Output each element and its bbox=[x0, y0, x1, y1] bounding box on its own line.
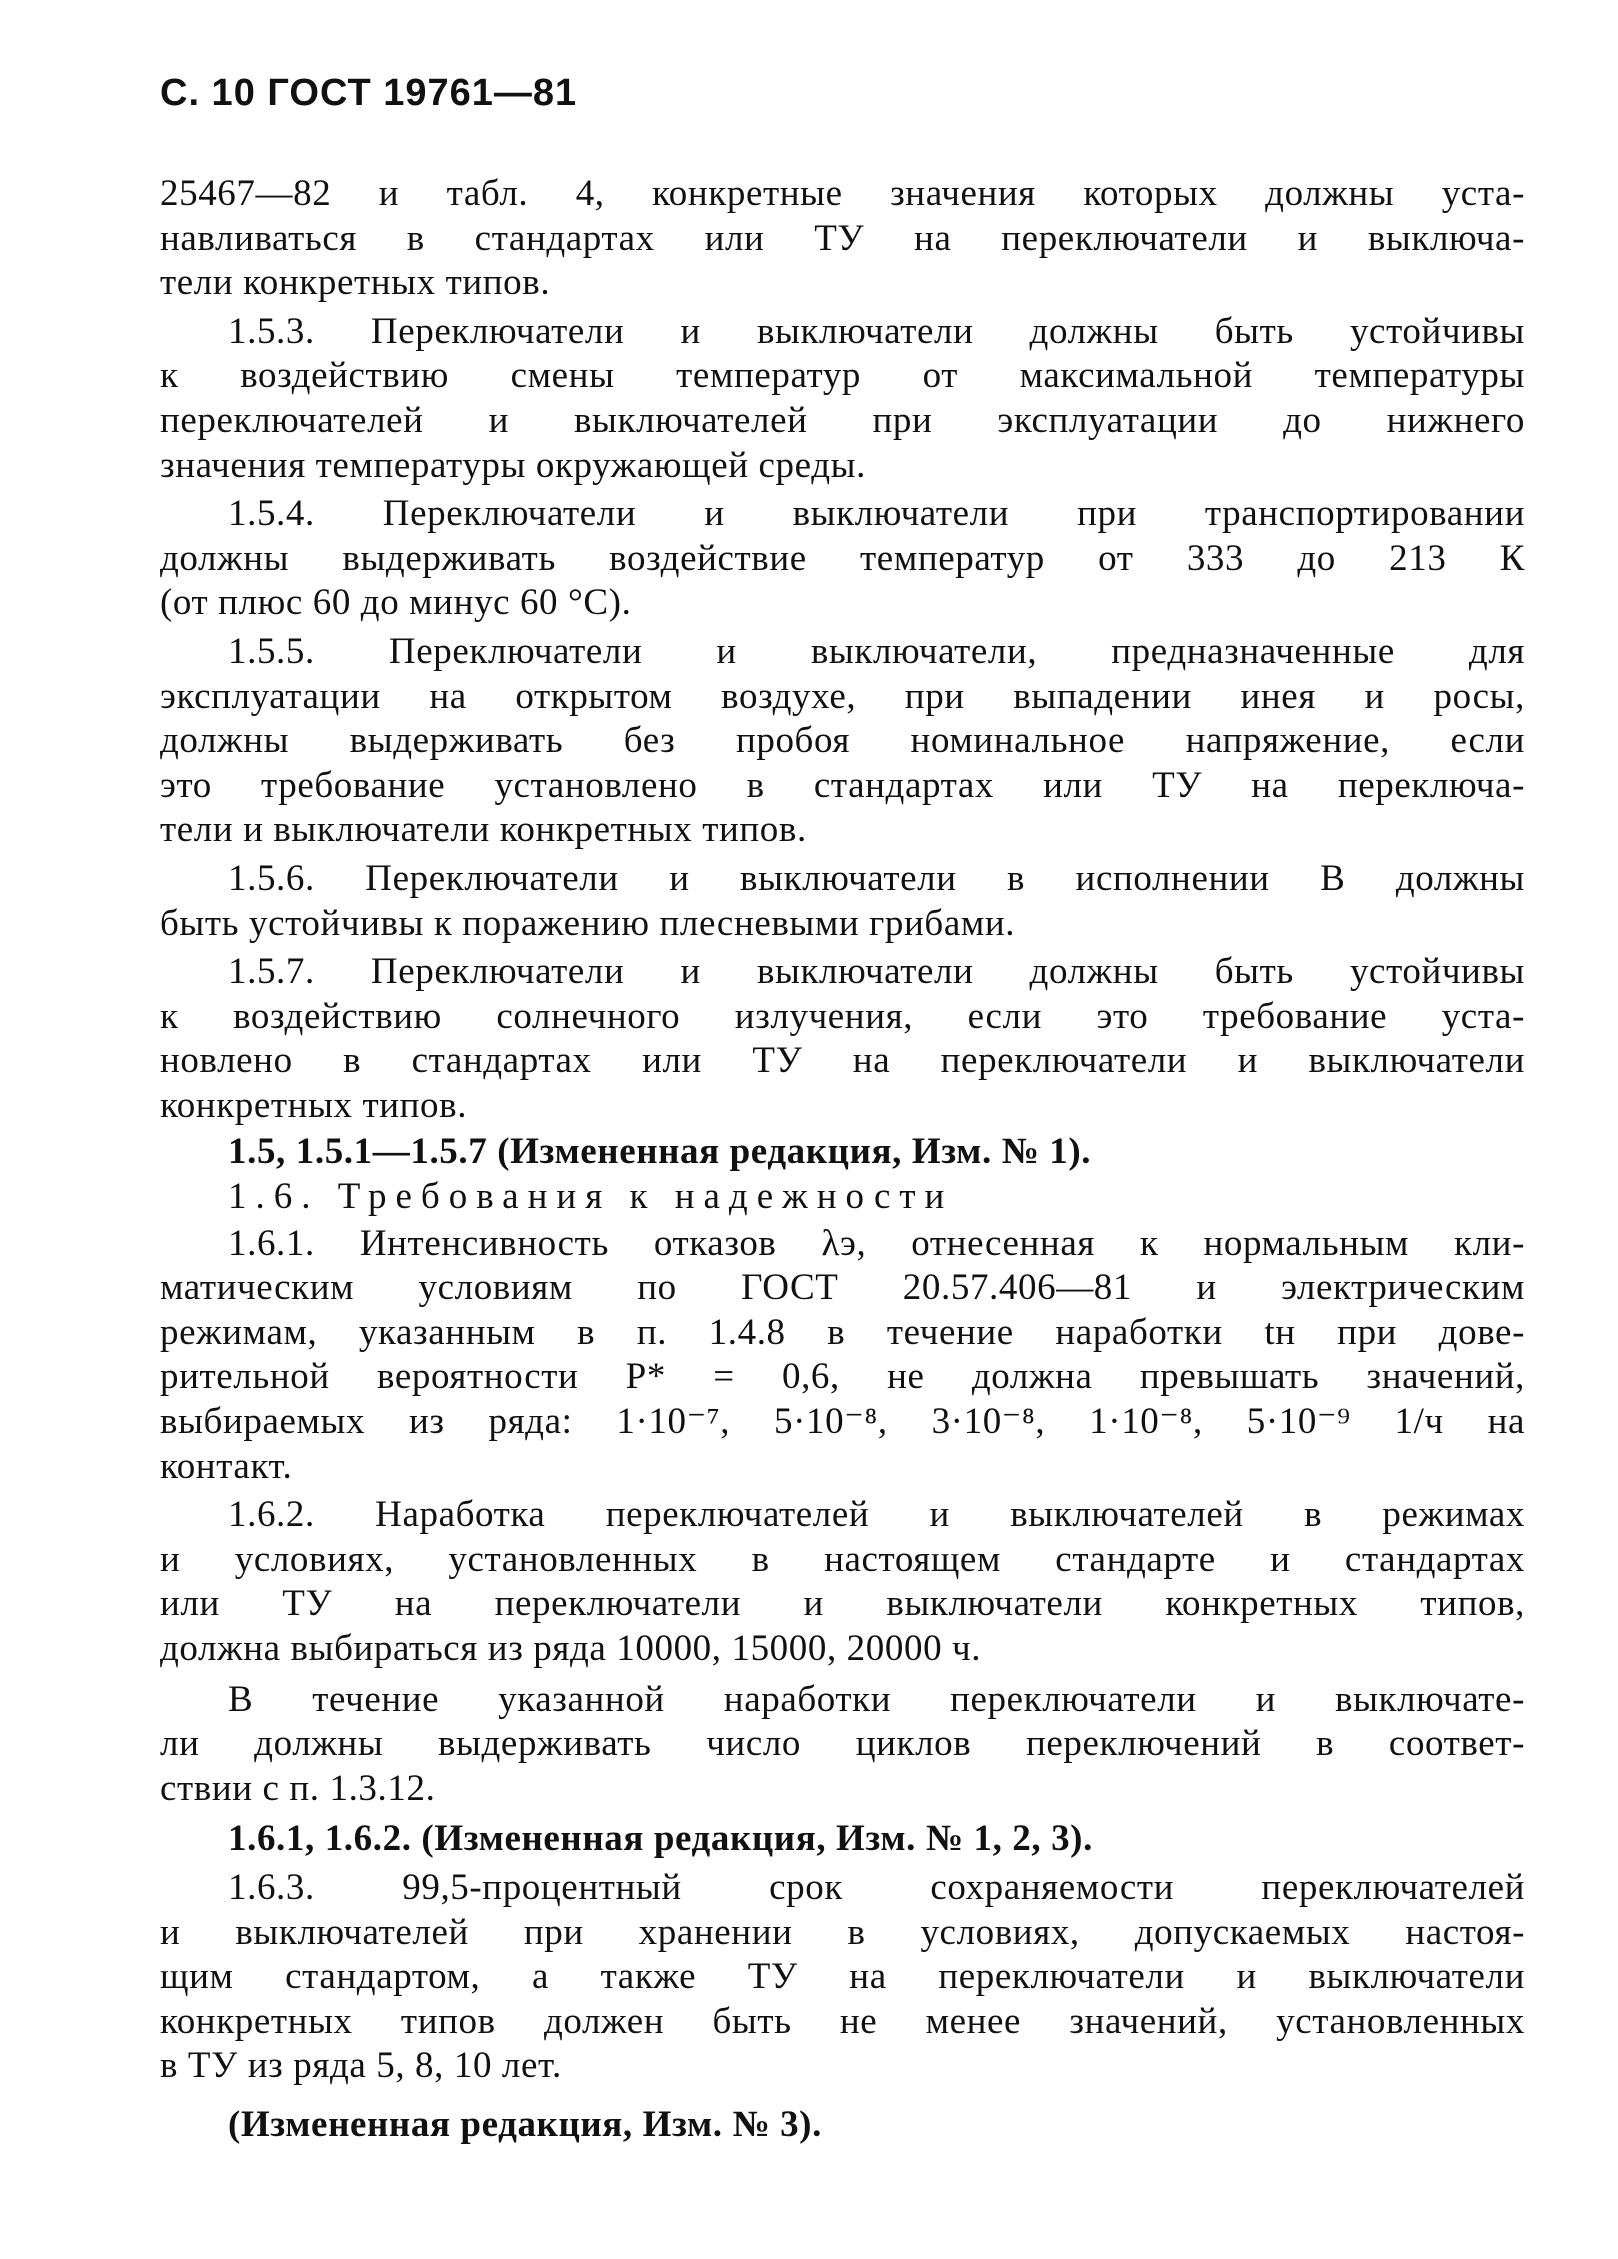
text-line: В течение указанной наработки переключатели и выключате- bbox=[228, 1678, 1525, 1720]
text-line: переключателей и выключателей при эксплуатации до нижнего bbox=[160, 399, 1525, 441]
text-line: выбираемых из ряда: 1·10⁻⁷, 5·10⁻⁸, 3·10⁻⁸, 1·10⁻⁸, 5·10⁻⁹ 1/ч на bbox=[160, 1401, 1525, 1443]
text-line: 1.5.6. Переключатели и выключатели в исполнении В должны bbox=[228, 857, 1525, 899]
text-line: в ТУ из ряда 5, 8, 10 лет. bbox=[160, 2045, 562, 2087]
text-line: ли должны выдерживать число циклов переключений в соответ- bbox=[160, 1723, 1525, 1765]
text-line: должны выдерживать воздействие температур от 333 до 213 К bbox=[160, 537, 1525, 579]
text-line: 1.6.1. Интенсивность отказов λэ, отнесенная к нормальным кли- bbox=[228, 1222, 1525, 1264]
text-line: контакт. bbox=[160, 1445, 293, 1487]
text-line: 1.6. Требования к надежности bbox=[228, 1176, 954, 1218]
text-line: значения температуры окружающей среды. bbox=[160, 444, 866, 486]
text-line: ствии с п. 1.3.12. bbox=[160, 1767, 436, 1809]
text-line: конкретных типов. bbox=[160, 1084, 468, 1126]
text-line: 1.6.2. Наработка переключателей и выключателей в режимах bbox=[228, 1494, 1525, 1536]
text-line: 1.5.5. Переключатели и выключатели, предназначенные для bbox=[228, 630, 1525, 672]
text-line: 1.5, 1.5.1—1.5.7 (Измененная редакция, Изм. № 1). bbox=[228, 1131, 1092, 1173]
text-line: 1.5.7. Переключатели и выключатели должны быть устойчивы bbox=[228, 951, 1525, 993]
text-line: 1.6.3. 99,5-процентный срок сохраняемости переключателей bbox=[228, 1866, 1525, 1908]
text-line: должна выбираться из ряда 10000, 15000, 20000 ч. bbox=[160, 1628, 982, 1669]
text-line: щим стандартом, а также ТУ на переключатели и выключатели bbox=[160, 1956, 1525, 1998]
text-line: это требование установлено в стандартах или ТУ на переключа- bbox=[160, 764, 1525, 806]
text-line: к воздействию солнечного излучения, если это требование уста- bbox=[160, 995, 1525, 1037]
text-line: тели конкретных типов. bbox=[160, 262, 551, 304]
text-line: (Измененная редакция, Изм. № 3). bbox=[228, 2103, 822, 2145]
text-line: 1.5.3. Переключатели и выключатели должны быть устойчивы bbox=[228, 310, 1525, 352]
text-line: эксплуатации на открытом воздухе, при выпадении инея и росы, bbox=[160, 675, 1525, 717]
text-line: к воздействию смены температур от максимальной температуры bbox=[160, 355, 1525, 397]
text-line: должны выдерживать без пробоя номинальное напряжение, если bbox=[160, 720, 1525, 762]
text-line: режимам, указанным в п. 1.4.8 в течение наработки tн при дове- bbox=[160, 1311, 1525, 1353]
text-line: 1.6.1, 1.6.2. (Измененная редакция, Изм. № 1, 2, 3). bbox=[228, 1818, 1093, 1860]
text-line: 25467—82 и табл. 4, конкретные значения которых должны уста- bbox=[160, 173, 1525, 214]
text-line: или ТУ на переключатели и выключатели конкретных типов, bbox=[160, 1583, 1525, 1625]
text-line: конкретных типов должен быть не менее значений, установленных bbox=[160, 2000, 1525, 2042]
text-line: матическим условиям по ГОСТ 20.57.406—81 и электрическим bbox=[160, 1267, 1525, 1309]
text-line: и выключателей при хранении в условиях, допускаемых настоя- bbox=[160, 1911, 1525, 1953]
text-line: рительной вероятности P* = 0,6, не должна превышать значений, bbox=[160, 1356, 1525, 1398]
text-line: (от плюс 60 до минус 60 °С). bbox=[160, 582, 632, 624]
text-line: новлено в стандартах или ТУ на переключатели и выключатели bbox=[160, 1040, 1525, 1082]
text-line: быть устойчивы к поражению плесневыми грибами. bbox=[160, 902, 1016, 944]
text-line: тели и выключатели конкретных типов. bbox=[160, 809, 807, 851]
text-line: навливаться в стандартах или ТУ на переключатели и выключа- bbox=[160, 217, 1525, 259]
page-header: С. 10 ГОСТ 19761—81 bbox=[160, 72, 578, 114]
text-line: 1.5.4. Переключатели и выключатели при транспортировании bbox=[228, 493, 1525, 535]
text-line: и условиях, установленных в настоящем стандарте и стандартах bbox=[160, 1538, 1525, 1580]
document-body bbox=[160, 172, 1525, 2148]
